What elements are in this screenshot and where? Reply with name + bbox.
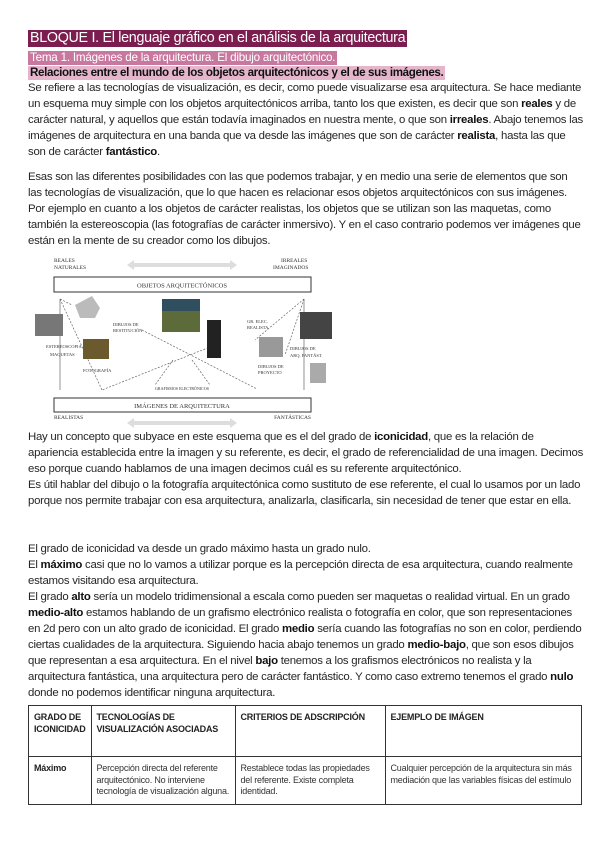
text-run: Hay un concepto que subyace en este esquema que es el del grado de <box>28 431 375 443</box>
paragraph <box>28 557 584 589</box>
topic-heading: Tema 1. Imágenes de la arquitectura. El dibujo arquitectónico. <box>30 51 336 64</box>
fantasy-sketch-thumbnail <box>310 363 326 383</box>
bw-photo-thumbnail <box>207 320 221 358</box>
bold-term: reales <box>521 98 553 110</box>
paragraph <box>28 589 584 701</box>
bold-term: irreales <box>449 114 489 126</box>
label-proyecto-2: PROYECTO <box>258 370 282 375</box>
label-restitucion-1: DIBUJOS DE <box>113 322 139 327</box>
diagram-figure <box>0 250 340 432</box>
bold-term: máximo <box>40 559 83 571</box>
text-run: tenemos a los grafismos electrónicos no realista y la arquitectura fantástica, una arquitectura pero de carácter fantástico. Y como caso extremo tenemos el grado <box>28 655 551 683</box>
label-proyecto-1: DIBUJOS DE <box>258 364 284 369</box>
table-header-row <box>29 706 582 757</box>
label-reales: REALES <box>54 258 75 264</box>
drawing-thumbnail <box>259 337 283 357</box>
label-fantast-1: DIBUJOS DE <box>290 346 316 351</box>
label-maquetas: MAQUETAS <box>50 352 75 357</box>
paragraph <box>28 169 584 249</box>
text-run: sería cuando las fotografías no son en color, perdiendo ciertas cualidades de la arquitectura. Siguiendo hacia abajo tenemos un grado <box>28 623 582 651</box>
label-imaginados: IMAGINADOS <box>273 265 309 271</box>
bold-term: nulo <box>550 671 574 683</box>
section-heading: Relaciones entre el mundo de los objetos arquitectónicos y el de sus imágenes. <box>30 66 444 79</box>
label-estereoscopia: ESTEREOSCOPIA <box>46 344 82 349</box>
photomontage-thumbnail <box>83 339 109 359</box>
table-cell: Restablece todas las propiedades del referente. Existe completa identidad. <box>235 757 385 805</box>
paragraph <box>28 477 584 509</box>
text-run: , que es la relación de apariencia establecida entre la imagen y su referente, es decir, el grado de referencialidad de una imagen. Decimos eso porque cuando hablamos de una imagen decimos cuál es su referente arquitectónico. <box>28 431 584 475</box>
text-run: donde no podemos identificar ninguna arquitectura. <box>28 687 276 699</box>
label-graf-elec: GR. ELEC. <box>247 319 268 324</box>
table-cell: Cualquier percepción de la arquitectura sin más mediación que las variables físicas del estímulo <box>385 757 582 805</box>
header-cell: TECNOLOGÍAS DE VISUALIZACIÓN ASOCIADAS <box>91 706 235 757</box>
bold-term: medio-bajo <box>407 639 466 651</box>
model-thumbnail <box>75 296 100 318</box>
gray-arrow-bottom <box>127 418 237 428</box>
text-run: estamos hablando de un grafismo electrónico realista o fotografía en color, que son representaciones en 2d pero con un alto grado de iconicidad. El grado <box>28 607 573 635</box>
label-fotografia: FOTOGRAFÍA <box>83 368 112 373</box>
text-run: El grado <box>28 591 72 603</box>
text-run: Esas son las diferentes posibilidades con las que podemos trabajar, y en medio una serie de elementos que son las tecnologías de visualización, que lo que hacen es relacionar esos objetos arquitectónicos con sus imágenes. Por ejemplo en cuanto a los objetos de carácter realistas, los objetos que se utilizan son las maquetas, como también la estereoscopia (las fotografías de carácter inmersivo). Y en el caso contrario podemos ver imágenes que están en la mente de su creador como los dibujos. <box>28 171 581 247</box>
fantasy-drawing-thumbnail <box>300 312 332 339</box>
bold-term: iconicidad <box>374 431 428 443</box>
iconicity-table <box>28 705 582 805</box>
text-run: El <box>28 559 41 571</box>
text-run: El grado de iconicidad va desde un grado máximo hasta un grado nulo. <box>28 543 371 555</box>
header-cell: GRADO DE ICONICIDAD <box>29 706 92 757</box>
label-grafismos: GRAFISMOS ELECTRÓNICOS <box>155 386 209 391</box>
paragraph <box>28 429 584 477</box>
bold-term: medio-alto <box>28 607 84 619</box>
table-cell: Percepción directa del referente arquitectónico. No interviene tecnología de visualización alguna. <box>91 757 235 805</box>
text-run: , que son esos dibujos que representan a esa arquitectura. En el nivel <box>28 639 574 667</box>
text-run: sería un modelo tridimensional a escala como pueden ser maquetas o realidad virtual. En un grado <box>90 591 570 603</box>
text-run: . <box>157 146 160 158</box>
header-cell: EJEMPLO DE IMÁGEN <box>385 706 582 757</box>
bold-term: medio <box>282 623 315 635</box>
text-run: , hasta las que son de carácter <box>28 130 566 158</box>
label-realista: REALISTA <box>247 325 269 330</box>
text-run: Es útil hablar del dibujo o la fotografía arquitectónica como sustituto de ese referente, el cual lo usamos por un lado porque nos permite trabajar con esa arquitectura, analizarla, clasificarla, sin necesidad de tener que estar en ella. <box>28 479 581 507</box>
gray-arrow-top <box>127 260 237 270</box>
table-row <box>29 757 582 805</box>
text-run: y de carácter natural, y aquellos que están todavía imaginados en nuestra mente, o que son <box>28 98 576 126</box>
block-heading: BLOQUE I. El lenguaje gráfico en el análisis de la arquitectura <box>30 30 406 46</box>
text-run: . Abajo tenemos las imágenes de arquitectura en una banda que va desde las imágenes que son de carácter <box>28 114 583 142</box>
label-restitucion-2: RESTITUCIÓN <box>113 328 143 333</box>
label-fantasticas: FANTÁSTICAS <box>274 415 311 421</box>
bold-term: realista <box>457 130 496 142</box>
photo-thumbnail <box>35 314 63 336</box>
label-naturales: NATURALES <box>54 265 87 271</box>
paragraph <box>28 80 584 160</box>
bold-term: alto <box>71 591 91 603</box>
table-cell: Máximo <box>29 757 92 805</box>
bold-term: fantástico <box>105 146 157 158</box>
text-run: Se refiere a las tecnologías de visualización, es decir, como puede visualizarse esa arquitectura. Se hace mediante un esquema muy simple con los objetos arquitectónicos arriba, tanto los que existen, es decir que son <box>28 82 582 110</box>
bold-term: bajo <box>255 655 278 667</box>
label-fantast-2: ARQ. FANTÁST. <box>290 353 323 358</box>
text-run: casi que no lo vamos a utilizar porque es la percepción directa de esa arquitectura, cuando realmente estamos visitando esa arquitectura. <box>28 559 573 587</box>
header-cell: CRITERIOS DE ADSCRIPCIÓN <box>235 706 385 757</box>
objects-box-label: OBJETOS ARQUITECTÓNICOS <box>137 282 227 290</box>
label-irreales: IRREALES <box>281 258 308 264</box>
label-realistas: REALISTAS <box>54 415 84 421</box>
images-box-label: IMÁGENES DE ARQUITECTURA <box>134 403 230 410</box>
paragraph <box>28 541 584 557</box>
